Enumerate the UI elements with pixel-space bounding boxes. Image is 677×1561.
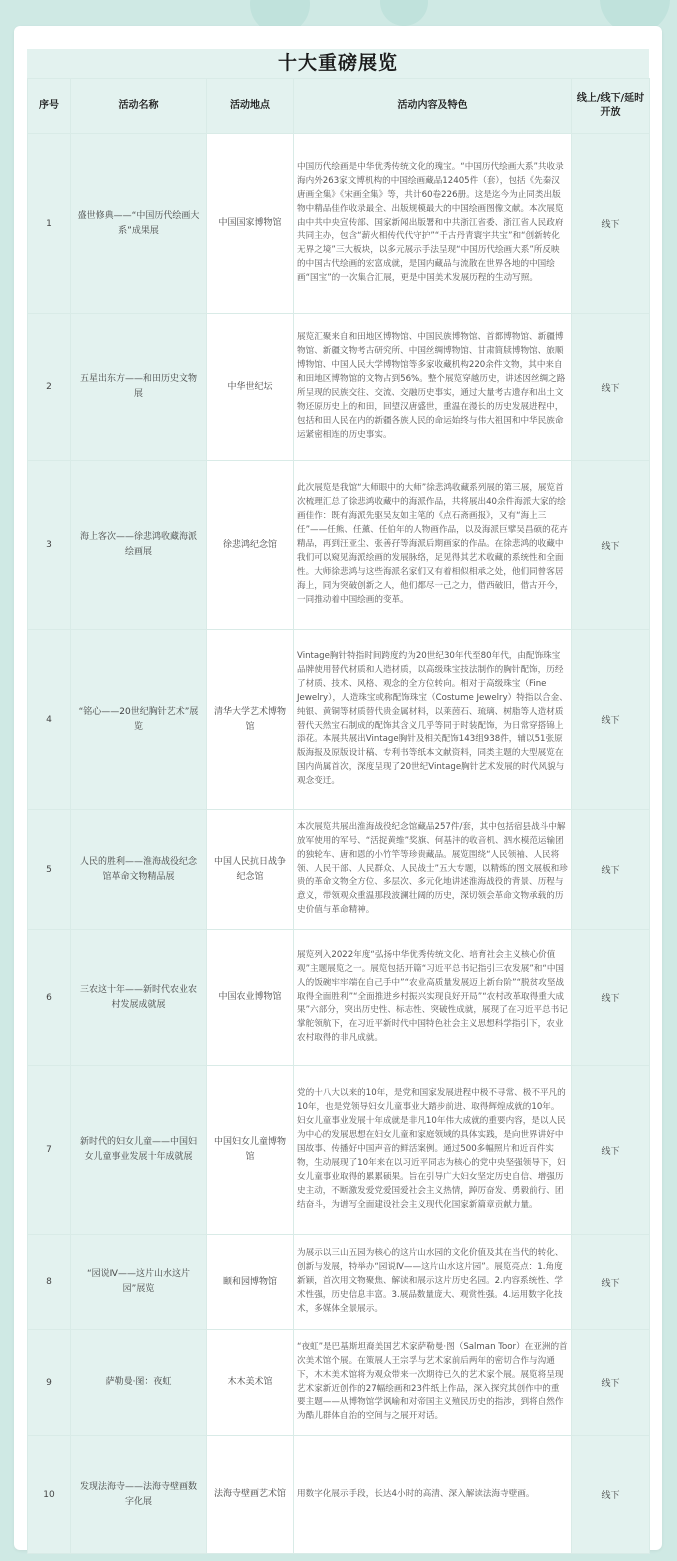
row-venue: 中华世纪坛 <box>207 314 294 461</box>
row-description: 中国历代绘画是中华优秀传统文化的瑰宝。“中国历代绘画大系”共收录海内外263家文博机构的中国绘画藏品12405件（套），包括《先秦汉唐画全集》《宋画全集》等，共计60卷226册。这是迄今为止同类出版物中精品佳作收录最全、出版规模最大的中国绘画图像文献。本次展览由中共中央宣传部、国家新闻出版署和中共浙江省委、浙江省人民政府共同主办，包含“薪火相传代代守护”“千古丹青寰宇共宝”和“创新转化无界之境”三大板块，以多元展示手法呈现“中国历代绘画大系”所反映的中国古代绘画的宏富成就，是国内藏品与流散在世界各地的中国绘画“国宝”的一次集合汇展，更是中国美术发展历程的生动写照。 <box>294 134 572 314</box>
row-index: 1 <box>28 134 71 314</box>
row-activity-name: 发现法海寺——法海寺壁画数字化展 <box>71 1436 207 1554</box>
row-venue: 中国人民抗日战争纪念馆 <box>207 810 294 930</box>
table-row <box>28 810 650 930</box>
row-description: 展览列入2022年度“弘扬中华优秀传统文化、培育社会主义核心价值观”主题展览之一。展览包括开篇“习近平总书记指引三农发展”和“中国人的饭碗牢牢端在自己手中”“农业高质量发展迈上新台阶”“脱贫攻坚战取得全面胜利”“全面推进乡村振兴实现良好开局”“农村改革取得重大成果”六部分，突出历史性、标志性、突破性成就，展现了在习近平总书记掌舵领航下，在习近平新时代中国特色社会主义思想科学指引下，农业农村取得的非凡成就。 <box>294 930 572 1066</box>
row-activity-name: “园说Ⅳ——这片山水这片园”展览 <box>71 1235 207 1330</box>
row-mode: 线下 <box>572 1436 650 1554</box>
row-activity-name: “铭心——20世纪胸针艺术”展览 <box>71 630 207 810</box>
table-row <box>28 314 650 461</box>
row-venue: 木木美术馆 <box>207 1330 294 1436</box>
row-venue: 清华大学艺术博物馆 <box>207 630 294 810</box>
row-index: 9 <box>28 1330 71 1436</box>
header-content: 活动内容及特色 <box>294 79 572 134</box>
decorative-circle <box>380 0 428 26</box>
row-venue: 颐和园博物馆 <box>207 1235 294 1330</box>
header-index: 序号 <box>28 79 71 134</box>
row-mode: 线下 <box>572 930 650 1066</box>
row-index: 6 <box>28 930 71 1066</box>
header-venue: 活动地点 <box>207 79 294 134</box>
row-activity-name: 海上客次——徐悲鸿收藏海派绘画展 <box>71 461 207 630</box>
table-row <box>28 461 650 630</box>
row-activity-name: 盛世修典——“中国历代绘画大系”成果展 <box>71 134 207 314</box>
row-activity-name: 人民的胜利——淮海战役纪念馆革命文物精品展 <box>71 810 207 930</box>
row-description: Vintage胸针特指时间跨度约为20世纪30年代至80年代，由配饰珠宝品牌使用替代材质和人造材质，以高级珠宝技法制作的胸针配饰，历经了材质、技术、风格、观念的全方位转向。相对于高级珠宝（Fine Jewelry），人造珠宝或称配饰珠宝（Costume Jewelry）特指以合金、纯银、黄铜等材质替代贵金属材料，以莱茵石、琉璃、树脂等人造材质替代天然宝石制成的配饰其含义几乎等同于时装配饰，为日常穿搭锦上添花。本展共展出Vintage胸针及相关配饰143组938件，辅以51张原版海报及原版设计稿、专利书等纸本文献资料，同类主题的大型展览在国内尚属首次，深度呈现了20世纪Vintage胸针艺术发展的时代风貌与观念变迁。 <box>294 630 572 810</box>
header-mode: 线上/线下/延时开放 <box>572 79 650 134</box>
row-activity-name: 五星出东方——和田历史文物展 <box>71 314 207 461</box>
table-body <box>28 134 650 1554</box>
table-row <box>28 630 650 810</box>
row-mode: 线下 <box>572 810 650 930</box>
row-venue: 中国国家博物馆 <box>207 134 294 314</box>
row-index: 5 <box>28 810 71 930</box>
row-index: 3 <box>28 461 71 630</box>
table-row <box>28 1235 650 1330</box>
table-row <box>28 1330 650 1436</box>
row-venue: 中国农业博物馆 <box>207 930 294 1066</box>
table-row <box>28 1436 650 1554</box>
header-activity-name: 活动名称 <box>71 79 207 134</box>
row-description: “夜虹”是巴基斯坦裔美国艺术家萨勒曼·图（Salman Toor）在亚洲的首次美术馆个展。在策展人王宗孚与艺术家前后两年的密切合作与沟通下，木木美术馆将为观众带来一次期待已久的艺术家个展。展览将呈现艺术家新近创作的27幅绘画和23件纸上作品，深入探究其创作中的重要主题——从博物馆学讽喻和对帝国主义殖民历史的指涉，到将自然作为酷儿群体自治的空间与之展开对话。 <box>294 1330 572 1436</box>
row-mode: 线下 <box>572 630 650 810</box>
row-mode: 线下 <box>572 314 650 461</box>
row-index: 4 <box>28 630 71 810</box>
table-row <box>28 930 650 1066</box>
row-index: 2 <box>28 314 71 461</box>
row-mode: 线下 <box>572 134 650 314</box>
table-row <box>28 134 650 314</box>
row-mode: 线下 <box>572 1066 650 1235</box>
table-header <box>28 79 650 134</box>
row-index: 10 <box>28 1436 71 1554</box>
exhibition-table <box>27 78 650 1554</box>
table-title: 十大重磅展览 <box>27 49 649 78</box>
row-description: 展览汇聚来自和田地区博物馆、中国民族博物馆、首都博物馆、新疆博物馆、新疆文物考古研究所、中国丝绸博物馆、甘肃简牍博物馆、旅顺博物馆、中国人民大学博物馆等多家收藏机构220余件文物，其中来自和田地区博物馆的文物占到56%。整个展览穿越历史，讲述因丝绸之路所呈现的民族交往、交流、交融历史事实，通过大量考古遗存和出土文物还原历史上的和田，回望汉唐盛世，重温在漫长的历史发展进程中，包括和田人民在内的新疆各族人民的命运始终与伟大祖国和中华民族命运紧密相连的历史事实。 <box>294 314 572 461</box>
row-activity-name: 新时代的妇女儿童——中国妇女儿童事业发展十年成就展 <box>71 1066 207 1235</box>
exhibition-card <box>14 26 662 1550</box>
row-activity-name: 三农这十年——新时代农业农村发展成就展 <box>71 930 207 1066</box>
row-description: 本次展览共展出淮海战役纪念馆藏品257件/套，其中包括宿县战斗中解放军使用的军号、“活捉黄维”奖旗、何基沣的收音机、泗水模范运输团的独轮车、唐和恩的小竹竿等珍贵藏品。展览围绕“人民领袖、人民将领、人民干部、人民群众、人民战士”五大专题，以精炼的图文展板和珍贵的革命文物全方位、多层次、多元化地讲述淮海战役的背景、历程与意义，带领观众重温那段波澜壮阔的历史，深切领会革命文物承载的历史价值与革命精神。 <box>294 810 572 930</box>
row-mode: 线下 <box>572 1235 650 1330</box>
row-activity-name: 萨勒曼·图：夜虹 <box>71 1330 207 1436</box>
row-description: 党的十八大以来的10年，是党和国家发展进程中极不寻常、极不平凡的10年，也是党领导妇女儿童事业大踏步前进、取得辉煌成就的10年。妇女儿童事业发展十年成就是非凡10年伟大成就的重要内容，是以人民为中心的发展思想在妇女儿童和家庭领域的具体实践，是向世界讲好中国故事、传播好中国声音的鲜活案例。通过500多幅照片和近百件实物，生动展现了10年来在以习近平同志为核心的党中央坚强领导下，妇女儿童事业取得的累累硕果。旨在引导广大妇女坚定历史自信、增强历史主动，不断激发爱党爱国爱社会主义热情，踔厉奋发、勇毅前行、团结奋斗，为谱写全面建设社会主义现代化国家新篇章贡献力量。 <box>294 1066 572 1235</box>
row-venue: 徐悲鸿纪念馆 <box>207 461 294 630</box>
row-description: 用数字化展示手段，长达4小时的高清、深入解读法海寺壁画。 <box>294 1436 572 1554</box>
row-venue: 法海寺壁画艺术馆 <box>207 1436 294 1554</box>
row-description: 为展示以三山五园为核心的这片山水园的文化价值及其在当代的转化、创新与发展，特举办“园说Ⅳ——这片山水这片园”。展览亮点：1.角度新颖，首次用文物聚焦、解读和展示这片历史名园。2.内容系统性、学术性强，历史信息丰富。3.展品数量庞大、观赏性强。4.运用数字化技术，多媒体全景展示。 <box>294 1235 572 1330</box>
header-row <box>28 79 650 134</box>
row-mode: 线下 <box>572 1330 650 1436</box>
row-venue: 中国妇女儿童博物馆 <box>207 1066 294 1235</box>
row-index: 8 <box>28 1235 71 1330</box>
row-description: 此次展览是我馆“大师眼中的大师”徐悲鸿收藏系列展的第三展，展览首次梳理汇总了徐悲鸿收藏中的海派作品，共将展出40余件海派大家的绘画佳作：既有海派先驱吴友如主笔的《点石斋画报》，又有“海上三任”——任熊、任薰、任伯年的人物画作品，以及海派巨擘吴昌硕的花卉精品，再到汪亚尘、张善孖等海派后期画家的作品。在徐悲鸿的收藏中我们可以窥见海派绘画的发展脉络，足见得其艺术收藏的系统性和全面性。大师徐悲鸿与这些海派名家们又有着相似相承之处，他们同曾客居海上，同为突破创新之人，他们都尽一己之力，借西破旧，借古开今，一同推动着中国绘画的变革。 <box>294 461 572 630</box>
row-index: 7 <box>28 1066 71 1235</box>
table-row <box>28 1066 650 1235</box>
row-mode: 线下 <box>572 461 650 630</box>
